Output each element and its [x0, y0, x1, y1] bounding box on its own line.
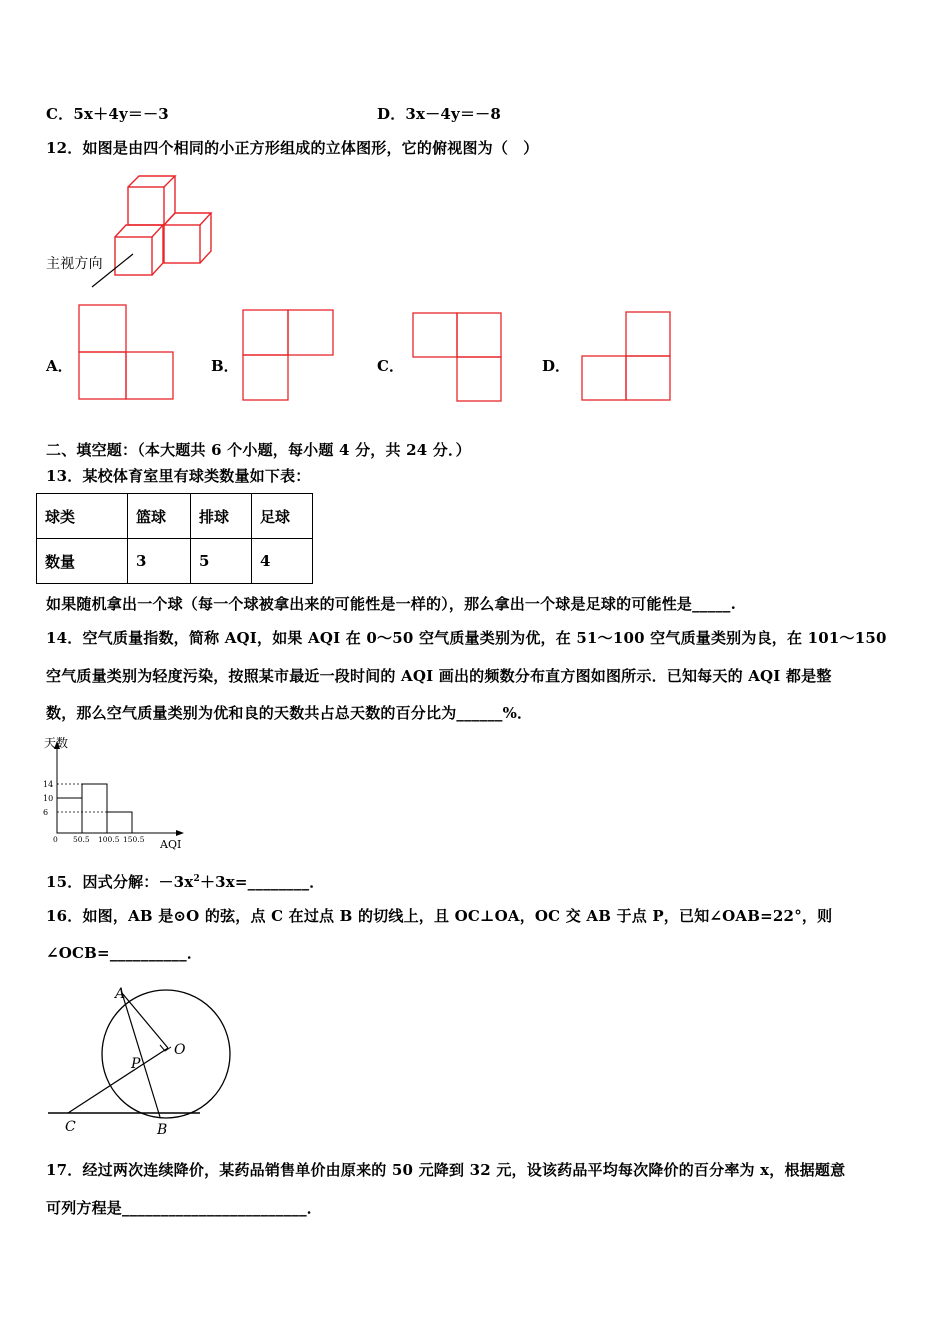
x-tick-label: 100.5: [98, 835, 120, 844]
y-axis-label: 天数: [44, 736, 69, 750]
segment-ab: [122, 993, 160, 1117]
segment-ao: [122, 993, 168, 1048]
view-direction-label: 主视方向: [46, 256, 103, 272]
x-axis-arrow: [176, 830, 184, 836]
table-header-cell: 排球: [191, 494, 252, 539]
y-tick-label: 10: [43, 794, 54, 803]
q16-line-2: ∠OCB=__________．: [46, 944, 203, 962]
q15-prefix: 15．因式分解：$-3x^2+3x=\_\_\_\_\_\_\_\_$．: [46, 873, 325, 891]
q12-option-d-label: D．: [542, 357, 571, 375]
q13-question: 如果随机拿出一个球（每一个球被拿出来的可能性是一样的），那么拿出一个球是足球的可能性是_____.: [46, 595, 737, 613]
table-row-label: 数量: [37, 539, 128, 584]
y-tick-label: 14: [43, 780, 54, 789]
label-o: O: [174, 1042, 186, 1058]
q12-option-d-figure: [581, 311, 671, 401]
q12-cube-figure: [40, 170, 240, 295]
table-header-cell: 篮球: [128, 494, 191, 539]
q17-line-1: 17．经过两次连续降价，某药品销售单价由原来的 50 元降到 32 元，设该药品平均每次降价的百分率为 x，根据题意: [46, 1161, 846, 1179]
q12-option-b-figure: [242, 309, 334, 401]
histogram-bar: [57, 798, 82, 833]
q14-line-1: 14．空气质量指数，简称 AQI，如果 AQI 在 0～50 空气质量类别为优，在 51～100 空气质量类别为良，在 101～150: [46, 629, 887, 647]
q15-text: [46, 871, 325, 892]
table-header-cell: 球类: [37, 494, 128, 539]
x-tick-label: 0: [53, 835, 58, 844]
label-p: P: [131, 1056, 141, 1072]
q14-line-2: 空气质量类别为轻度污染，按照某市最近一段时间的 AQI 画出的频数分布直方图如图所示．已知每天的 AQI 都是整: [46, 667, 832, 685]
x-axis-label: AQI: [160, 838, 182, 851]
table-row: [37, 494, 313, 539]
q13-stem: 13．某校体育室里有球类数量如下表：: [46, 467, 311, 485]
aqi-histogram: [40, 735, 200, 853]
table-cell: 4: [252, 539, 313, 584]
ball-count-table: [36, 493, 313, 584]
q17-line-2: 可列方程是________________________．: [46, 1199, 323, 1217]
q12-option-a-figure: [78, 304, 176, 400]
q12-option-a-label: A．: [46, 357, 73, 375]
q12-option-b-label: B．: [211, 357, 239, 375]
table-header-cell: 足球: [252, 494, 313, 539]
label-c: C: [65, 1119, 76, 1135]
circle-o: [102, 990, 230, 1118]
q11-option-d: D．3x－4y＝－8: [377, 105, 501, 123]
x-tick-label: 50.5: [73, 835, 90, 844]
histogram-bar: [107, 812, 132, 833]
y-tick-label: 6: [43, 808, 49, 817]
q11-option-c: C．5x＋4y＝－3: [46, 105, 169, 123]
histogram-bar: [82, 784, 107, 833]
table-row: [37, 539, 313, 584]
q12-stem: 12．如图是由四个相同的小正方形组成的立体图形，它的俯视图为（ ）: [46, 139, 539, 157]
q16-line-1: 16．如图，AB 是⊙O 的弦，点 C 在过点 B 的切线上，且 OC⊥OA，OC 交 AB 于点 P，已知∠OAB=22°，则: [46, 907, 833, 925]
x-tick-label: 150.5: [123, 835, 145, 844]
q12-option-c-label: C．: [377, 357, 404, 375]
table-cell: 5: [191, 539, 252, 584]
q14-line-3: 数，那么空气质量类别为优和良的天数共占总天数的百分比为______%．: [46, 704, 533, 722]
segment-oc: [68, 1048, 168, 1113]
table-cell: 3: [128, 539, 191, 584]
q12-option-c-figure: [412, 312, 502, 402]
label-a: A: [115, 986, 126, 1002]
section-2-heading: 二、填空题：（本大题共 6 个小题，每小题 4 分，共 24 分．）: [46, 441, 471, 459]
label-b: B: [157, 1122, 168, 1138]
circle-geometry-figure: [44, 980, 244, 1140]
